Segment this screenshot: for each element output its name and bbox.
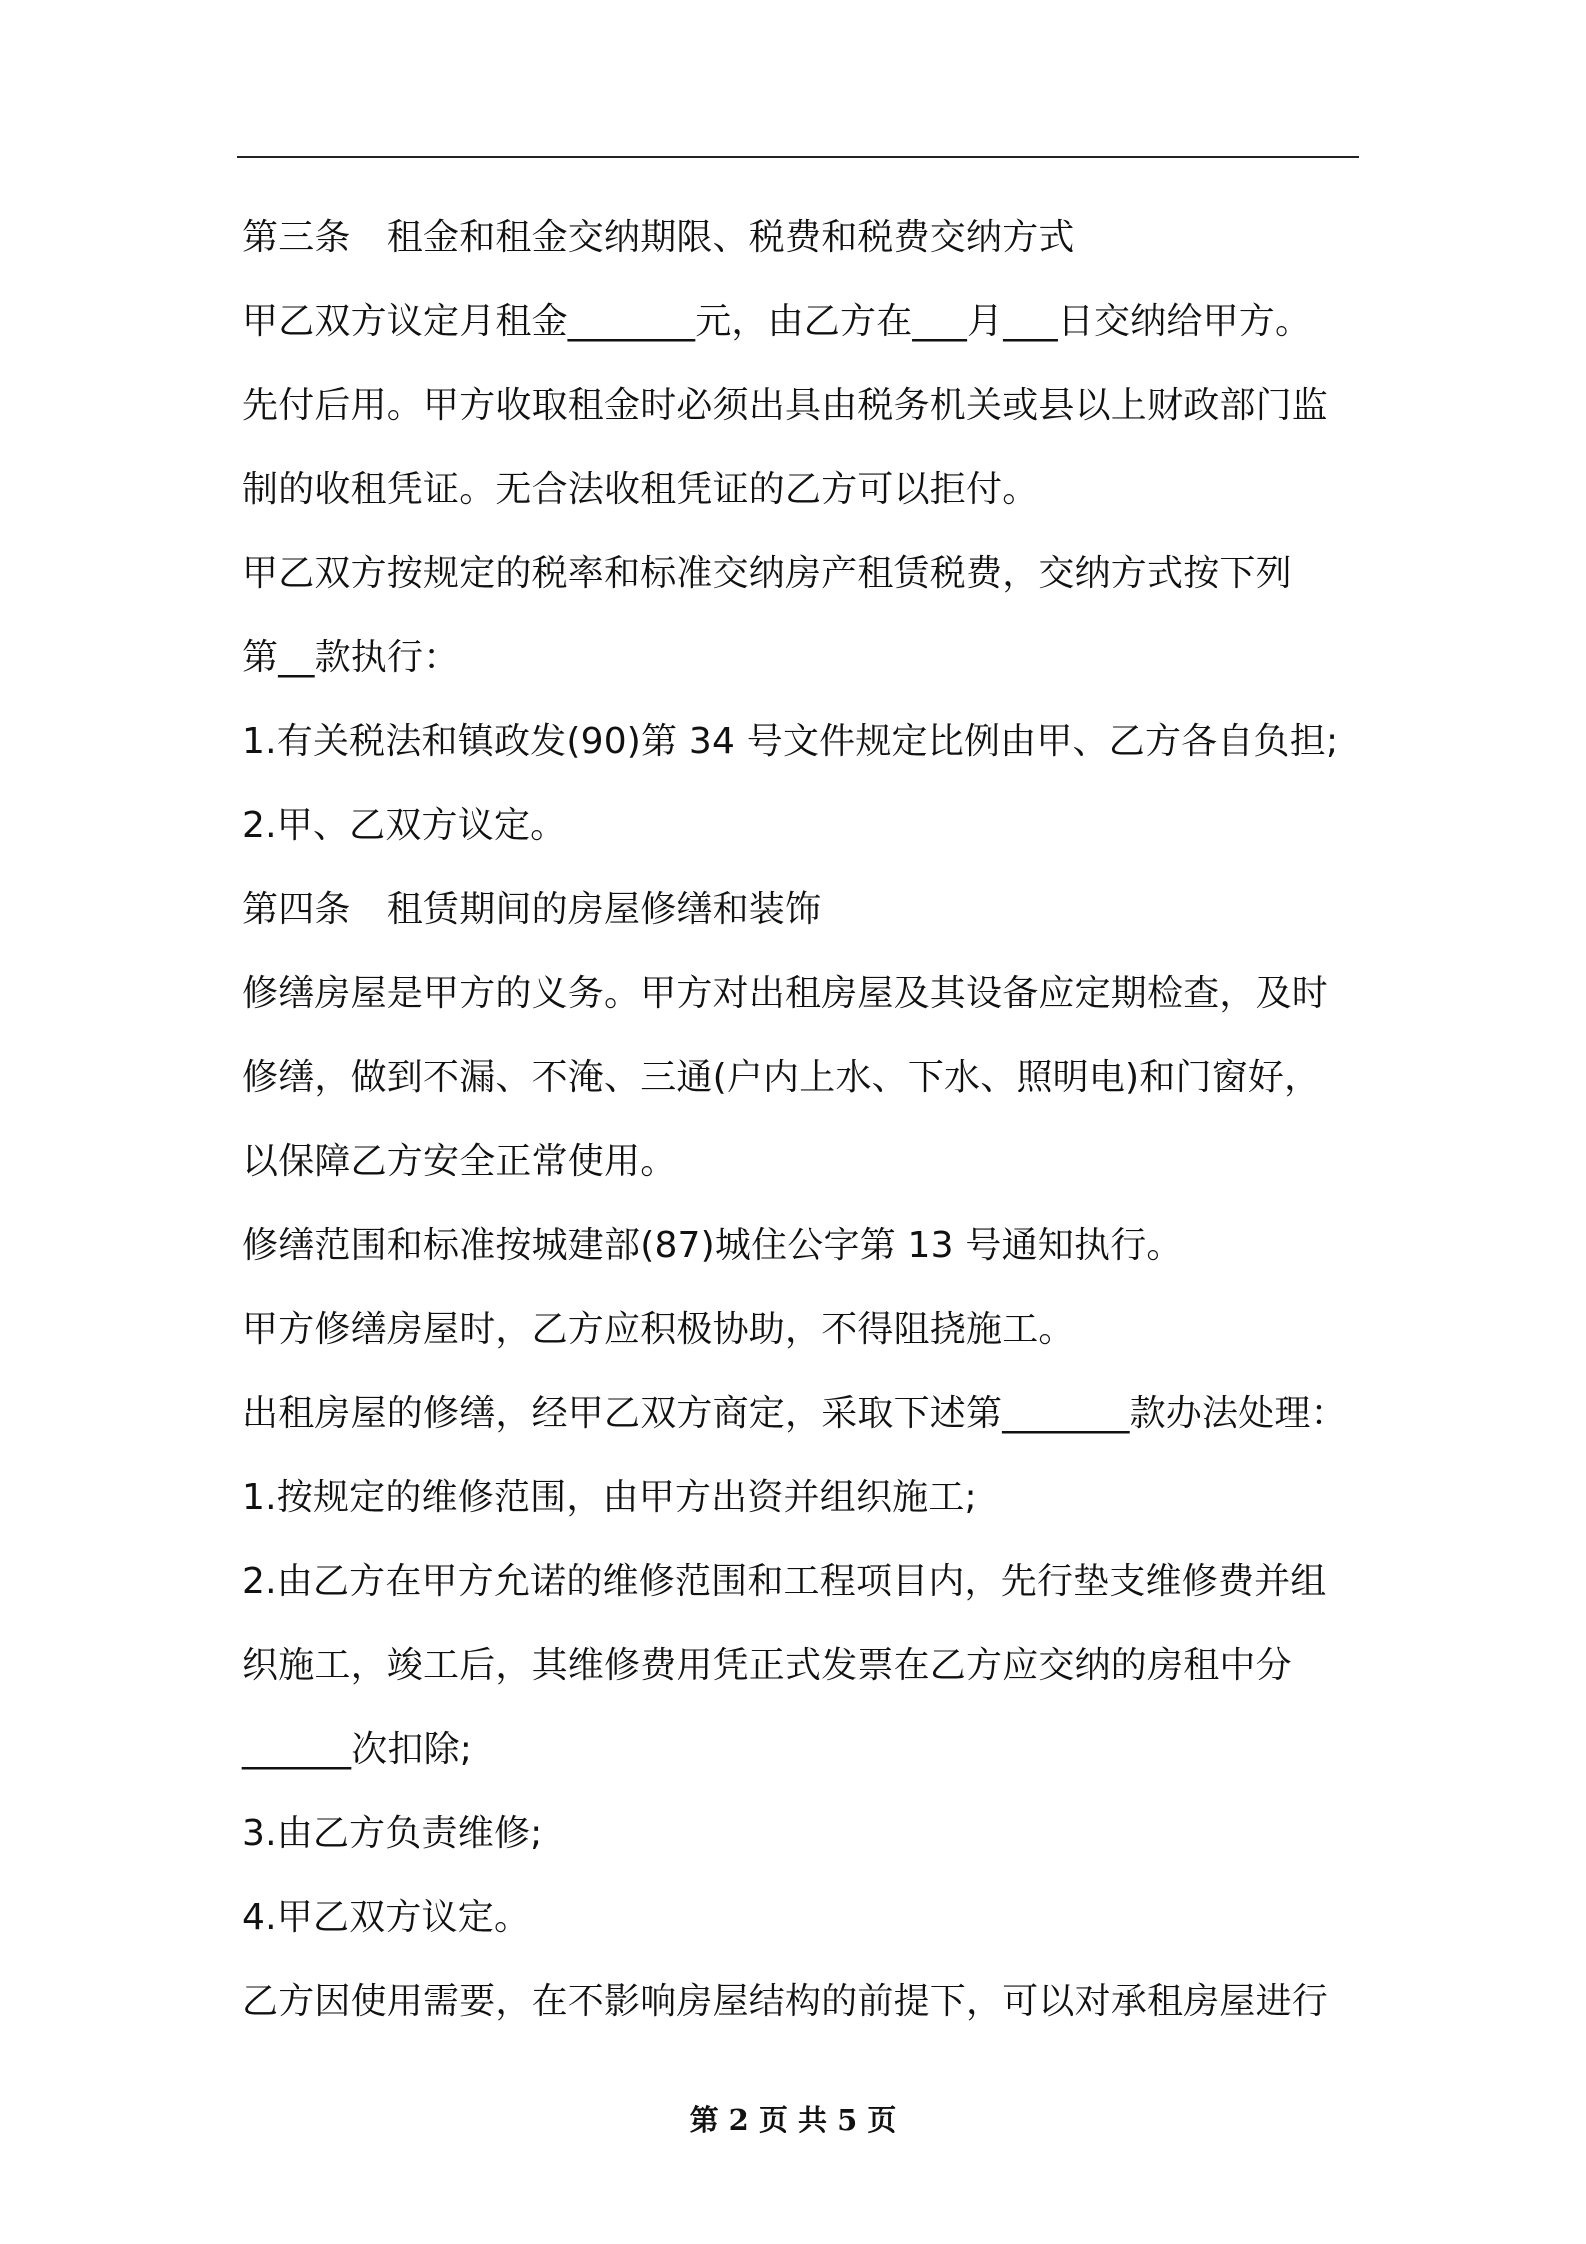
list-item: 3.由乙方负责维修;: [242, 1813, 543, 1854]
paragraph-line: 第__款执行：: [242, 637, 460, 678]
paragraph-line: 先付后用。甲方收取租金时必须出具由税务机关或县以上财政部门监: [242, 385, 1329, 426]
paragraph-line: 修缮范围和标准按城建部(87)城住公字第 13 号通知执行。: [242, 1225, 1183, 1266]
header-rule: [237, 156, 1359, 158]
paragraph-line: 制的收租凭证。无合法收租凭证的乙方可以拒付。: [242, 469, 1039, 510]
paragraph-line: 甲乙双方议定月租金_______元，由乙方在___月___日交纳给甲方。: [242, 301, 1312, 342]
page-number: 第 2 页 共 5 页: [689, 2103, 897, 2137]
list-item: ______次扣除;: [242, 1729, 473, 1770]
list-item: 2.由乙方在甲方允诺的维修范围和工程项目内，先行垫支维修费并组: [242, 1561, 1327, 1602]
list-item: 4.甲乙双方议定。: [242, 1897, 531, 1938]
paragraph-line: 以保障乙方安全正常使用。: [242, 1141, 677, 1182]
paragraph-line: 甲方修缮房屋时，乙方应积极协助，不得阻挠施工。: [242, 1309, 1075, 1350]
paragraph-line: 修缮，做到不漏、不淹、三通(户内上水、下水、照明电)和门窗好，: [242, 1057, 1321, 1098]
list-item: 1.有关税法和镇政发(90)第 34 号文件规定比例由甲、乙方各自负担;: [242, 721, 1339, 762]
section-heading-article-3: 第三条 租金和租金交纳期限、税费和税费交纳方式: [242, 217, 1075, 258]
list-item: 2.甲、乙双方议定。: [242, 805, 567, 846]
document-body: [242, 196, 1367, 2044]
paragraph-line: 出租房屋的修缮，经甲乙双方商定，采取下述第_______款办法处理：: [242, 1393, 1347, 1434]
list-item: 1.按规定的维修范围，由甲方出资并组织施工;: [242, 1477, 977, 1518]
paragraph-line: 修缮房屋是甲方的义务。甲方对出租房屋及其设备应定期检查，及时: [242, 973, 1329, 1014]
paragraph-line: 乙方因使用需要，在不影响房屋结构的前提下，可以对承租房屋进行: [242, 1981, 1329, 2022]
list-item: 织施工，竣工后，其维修费用凭正式发票在乙方应交纳的房租中分: [242, 1645, 1292, 1686]
paragraph-line: 甲乙双方按规定的税率和标准交纳房产租赁税费，交纳方式按下列: [242, 553, 1292, 594]
section-heading-article-4: 第四条 租赁期间的房屋修缮和装饰: [242, 889, 822, 930]
